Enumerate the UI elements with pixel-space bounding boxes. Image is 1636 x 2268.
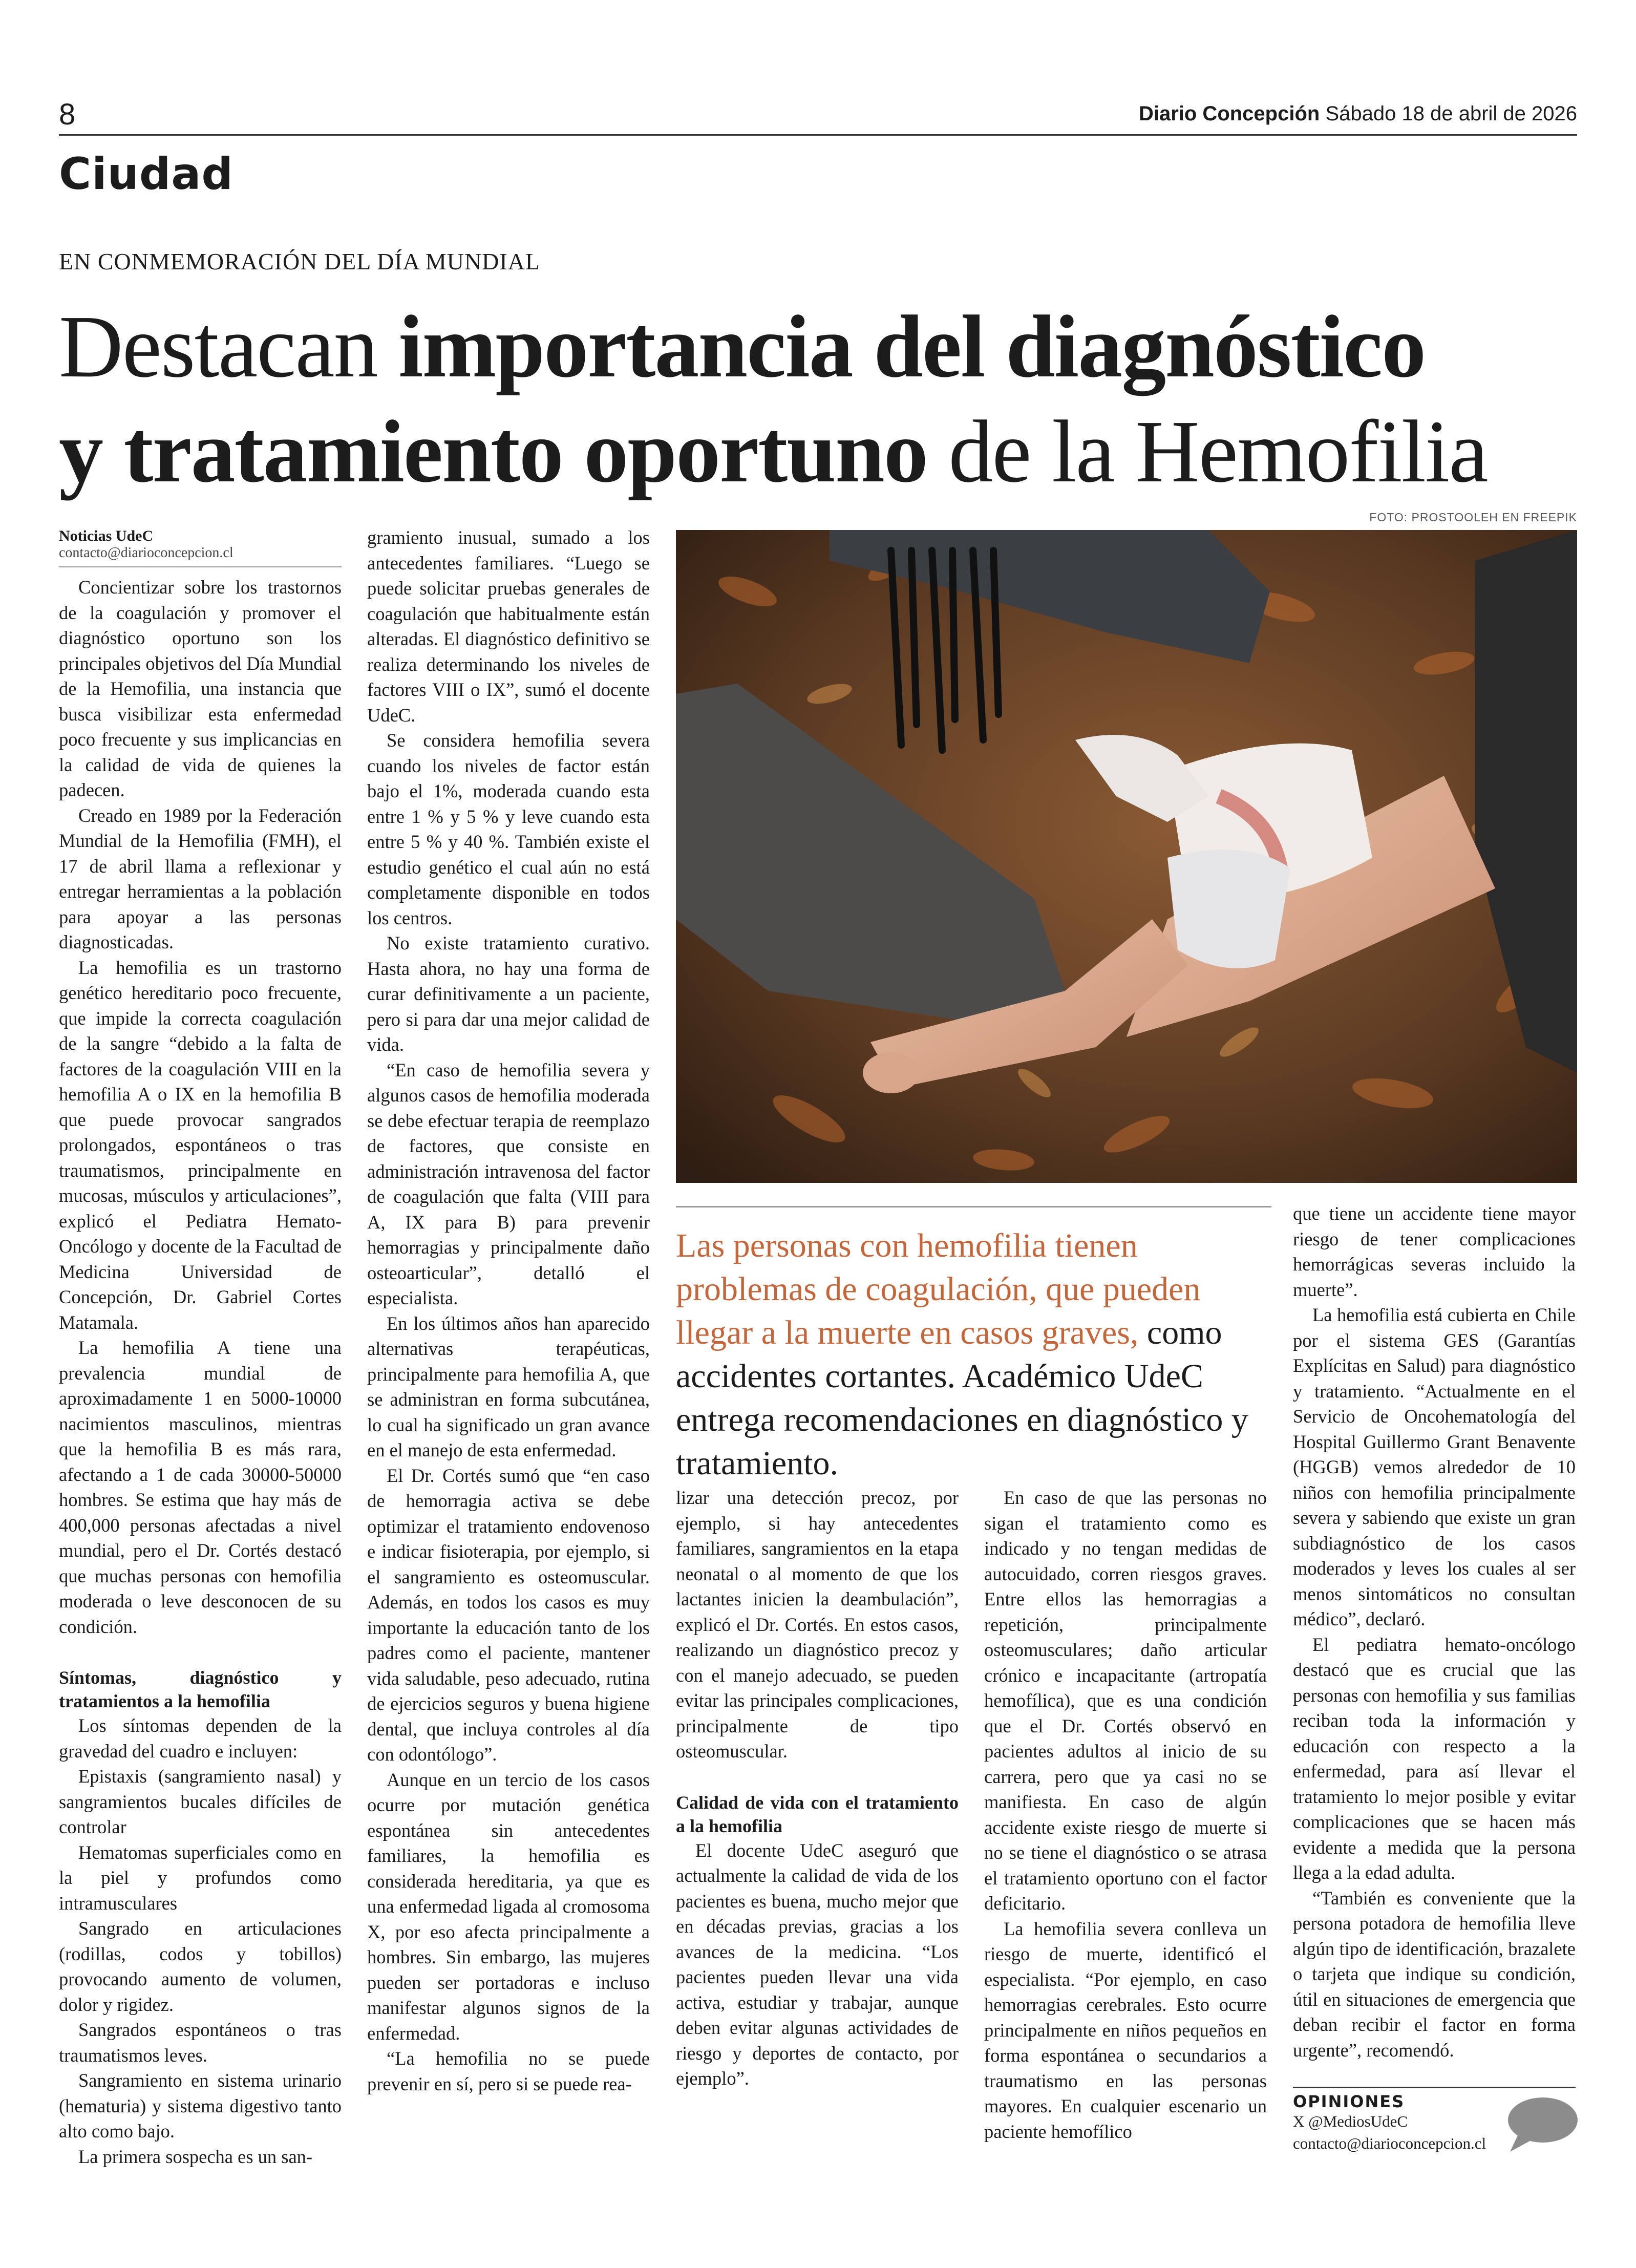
paragraph: El docente UdeC aseguró que actualmente la calidad de vida de los pacientes es buena, mucho mejor que en décadas previas, gracias a los avances de la medicina. “Los pacientes pueden llevar una vida activa, estudiar y trabajar, aunque deben evitar algunas actividades de riesgo y deportes de contacto, por ejemplo”. (676, 1839, 959, 2089)
paragraph: Los síntomas dependen de la gravedad del cuadro e incluyen: (59, 1715, 342, 1762)
list-item: Sangramiento en sistema urinario (hematuria) y sistema digestivo tanto alto como bajo. (59, 2070, 342, 2142)
bandaged-arm-photo (676, 530, 1577, 1183)
paragraph: “En caso de hemofilia severa y algunos casos de hemofilia moderada se debe efectuar terapia de reemplazo de factores, que consiste en administración intravenosa del factor de coagulación que falta (VIII para A, IX para B) para prevenir hemorragias y principalmente daño osteoarticular”, detalló el especialista. (367, 1059, 650, 1308)
pull-quote-rule (676, 1206, 1271, 1207)
masthead (1139, 102, 1577, 125)
paragraph: No existe tratamiento curativo. Hasta ahora, no hay una forma de curar definitivamente a un paciente, pero si para dar una mejor calidad de vida. (367, 932, 650, 1055)
list-item: Sangrado en articulaciones (rodillas, codos y tobillos) provocando aumento de volumen, dolor y rigidez. (59, 1918, 342, 2015)
paragraph: que tiene un accidente tiene mayor riesgo de tener complicaciones hemorrágicas severas incluido la muerte”. (1293, 1203, 1576, 1300)
header-rule (59, 134, 1577, 136)
headline-line-1 (59, 297, 1426, 396)
paragraph: Se considera hemofilia severa cuando los niveles de factor están bajo el 1%, moderada cuando esta entre 1 % y 5 % y leve cuando esta entre 5 % y 40 %. También existe el estudio genético el cual aún no está completamente disponible en todos los centros. (367, 730, 650, 928)
paragraph: lizar una detección precoz, por ejemplo, si hay antecedentes familiares, sangramientos en la etapa neonatal o al momento de que los lactantes inicien la deambulación”, explicó el Dr. Cortés. En estos casos, realizando un diagnóstico precoz y con el manejo adecuado, se pueden evitar las principales complicaciones, principalmente de tipo osteomuscular. (676, 1487, 959, 1762)
newspaper-name: Diario Concepción (1138, 102, 1320, 125)
opinions-handle[interactable]: X @MediosUdeC (1293, 2112, 1408, 2130)
page-number: 8 (59, 98, 76, 131)
list-item: Epistaxis (sangramiento nasal) y sangramientos bucales difíciles de controlar (59, 1766, 342, 1837)
paragraph: “La hemofilia no se puede prevenir en sí, pero si se puede rea- (367, 2048, 650, 2094)
pull-quote (676, 1224, 1275, 1485)
article-column-1 (59, 527, 342, 2169)
article-column-5 (1293, 1201, 1576, 2063)
paragraph: La hemofilia A tiene una prevalencia mundial de aproximadamente 1 en 5000-10000 nacimientos masculinos, mientras que la hemofilia B es más rara, afectando a 1 de cada 30000-50000 hombres. Se estima que hay más de 400,000 personas afectadas a nivel mundial, pero el Dr. Cortés destacó que muchas personas con hemofilia moderada o leve desconocen de su condición. (59, 1337, 342, 1637)
list-item: Hematomas superficiales como en la piel y profundos como intramusculares (59, 1841, 342, 1914)
subhead-symptoms: Síntomas, diagnóstico y tratamientos a la hemofilia (59, 1667, 342, 1711)
paragraph: El pediatra hemato-oncólogo destacó que es crucial que las personas con hemofilia y sus familias reciban toda la información y educación con respecto a la enfermedad, para así llevar el tratamiento lo mejor posible y evitar complicaciones que se hacen más evidente a medida que la persona llega a la edad adulta. (1293, 1634, 1576, 1883)
subhead-quality-of-life: Calidad de vida con el tratamiento a la hemofilia (676, 1792, 959, 1836)
kicker: EN CONMEMORACIÓN DEL DÍA MUNDIAL (59, 248, 541, 274)
paragraph: La hemofilia está cubierta en Chile por el sistema GES (Garantías Explícitas en Salud) para diagnóstico y tratamiento. “Actualmente en el Servicio de Oncohematología del Hospital Guillermo Grant Benavente (HGGB) vemos alrededor de 10 niños con hemofilia principalmente severa y sabiendo que existe un gran subdiagnóstico de los casos moderados y leves los cuales al ser menos sintomáticos no consultan médico”, declaró. (1293, 1304, 1576, 1629)
headline-line-2 (59, 402, 1488, 501)
article-column-3 (676, 1485, 959, 2091)
issue-date: Sábado 18 de abril de 2026 (1325, 102, 1577, 125)
headline-light-1: Destacan (59, 297, 377, 396)
byline-email: contacto@diarioconcepcion.cl (59, 545, 342, 567)
paragraph: El Dr. Cortés sumó que “en caso de hemorragia activa se debe optimizar el tratamiento endovenoso e indicar fisioterapia, por ejemplo, si el sangramiento es osteomuscular. Además, en todos los casos es muy importante la educación tanto de los padres como el paciente, mantener vida saludable, peso adecuado, rutina de ejercicios seguros y buena higiene dental, que incluya controles al día con odontólogo”. (367, 1465, 650, 1765)
paragraph: gramiento inusual, sumado a los antecedentes familiares. “Luego se puede solicitar pruebas generales de coagulación que habitualmente están alteradas. El diagnóstico definitivo se realiza determinando los niveles de factores VIII o IX”, sumó el docente UdeC. (367, 527, 650, 726)
opinions-rule (1293, 2087, 1576, 2088)
headline-bold-2: y tratamiento oportuno (59, 402, 927, 501)
pull-quote-rest: como accidentes cortantes. Académico UdeC entrega recomendaciones en diagnóstico y tratamiento. (676, 1314, 1248, 1482)
article-photo (676, 530, 1577, 1183)
paragraph: La hemofilia es un trastorno genético hereditario poco frecuente, que impide la correcta coagulación de la sangre “debido a la falta de factores de la coagulación VIII en la hemofilia A o IX en la hemofilia B que puede provocar sangrados prolongados, espontáneos o tras traumatismos, principalmente en mucosas, músculos y articulaciones”, explicó el Pediatra Hemato- Oncólogo y docente de la Facultad de Medicina Universidad de Concepción, Dr. Gabriel Cortes Matamala. (59, 957, 342, 1333)
speech-bubble-icon (1503, 2093, 1580, 2155)
article-column-4 (984, 1485, 1267, 2144)
photo-credit: FOTO: PROSTOOLEH EN FREEPIK (1369, 511, 1577, 524)
paragraph: Creado en 1989 por la Federación Mundial de la Hemofilia (FMH), el 17 de abril llama a reflexionar y entregar herramientas a la población para apoyar a las personas diagnosticadas. (59, 804, 342, 952)
paragraph: Aunque en un tercio de los casos ocurre por mutación genética espontánea sin antecedentes familiares, la hemofilia es considerada hereditaria, ya que es una enfermedad ligada al cromosoma X, por eso afecta principalmente a hombres. Sin embargo, las mujeres pueden ser portadoras e incluso manifestar algunos signos de la enfermedad. (367, 1769, 650, 2044)
opinions-title: OPINIONES (1293, 2092, 1405, 2111)
paragraph: La primera sospecha es un san- (78, 2146, 313, 2167)
paragraph: En los últimos años han aparecido alternativas terapéuticas, principalmente para hemofilia A, que se administran en forma subcutánea, lo cual ha significado un gran avance en el manejo de esta enfermedad. (367, 1312, 650, 1460)
paragraph: La hemofilia severa conlleva un riesgo de muerte, identificó el especialista. “Por ejemplo, en caso hemorragias cerebrales. Esto ocurre principalmente en niños pequeños en forma espontánea o secundarios a traumatismo en las personas mayores. En cualquier escenario un paciente hemofílico (984, 1918, 1267, 2142)
paragraph: “También es conveniente que la persona potadora de hemofilia lleve algún tipo de identificación, brazalete o tarjeta que indique su condición, útil en situaciones de emergencia que deban recibir el factor en forma urgente”, recomendó. (1293, 1887, 1576, 2061)
byline-name: Noticias UdeC (59, 527, 154, 544)
headline-bold-1: importancia del diagnóstico (398, 297, 1426, 396)
opinions-email[interactable]: contacto@diarioconcepcion.cl (1293, 2134, 1486, 2152)
paragraph: Concientizar sobre los trastornos de la coagulación y promover el diagnóstico oportuno son los principales objetivos del Día Mundial de la Hemofilia, una instancia que busca visibilizar esta enfermedad poco frecuente y sus implicancias en la calidad de vida de quienes la padecen. (59, 577, 342, 800)
article-column-2 (367, 525, 650, 2096)
paragraph: En caso de que las personas no sigan el tratamiento como es indicado y no tengan medidas de autocuidado, corren riesgos graves. Entre ellos las hemorragias a repetición, principalmente osteomusculares; daño articular crónico e incapacitante (artropatía hemofílica), que es una condición que el Dr. Cortés observó en pacientes adultos al inicio de su carrera, pero que ya casi no se manifiesta. En caso de algún accidente existe riesgo de muerte si no se tiene el diagnóstico o se atrasa el tratamiento oportuno con el factor deficitario. (984, 1487, 1267, 1914)
headline-light-2: de la Hemofilia (948, 402, 1488, 501)
section-name: Ciudad (59, 149, 233, 200)
list-item: Sangrados espontáneos o tras traumatismos leves. (59, 2019, 342, 2066)
pull-quote-highlight: Las personas con hemofilia tienen problemas de coagulación, que pueden llegar a la muerte en casos graves, (676, 1227, 1201, 1351)
